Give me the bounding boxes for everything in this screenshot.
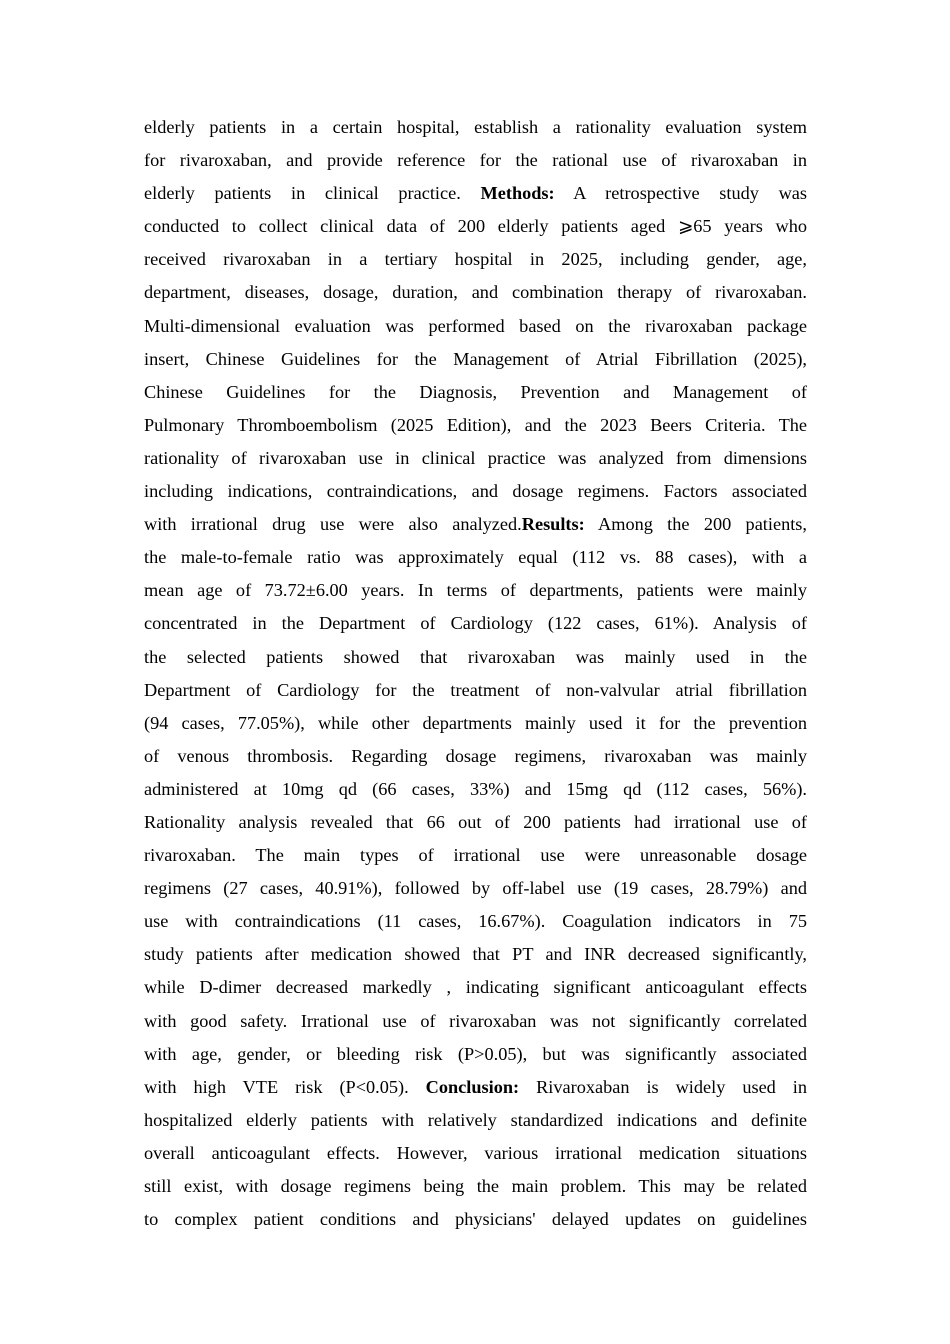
- text-segment: Chinese Guidelines for the Diagnosis, Prevention and Management of: [144, 381, 807, 402]
- text-line: [144, 111, 807, 144]
- text-line: [144, 1137, 807, 1170]
- text-line: [144, 839, 807, 872]
- text-segment: the male-to-female ratio was approximately equal (112 vs. 88 cases), with a: [144, 547, 807, 568]
- text-segment: concentrated in the Department of Cardiology (122 cases, 61%). Analysis of: [144, 613, 807, 634]
- text-segment: elderly patients in a certain hospital, establish a rationality evaluation system: [144, 117, 807, 137]
- text-line: [144, 210, 807, 243]
- text-segment: hospitalized elderly patients with relatively standardized indications and definite: [144, 1109, 807, 1130]
- text-segment: rationality of rivaroxaban use in clinical practice was analyzed from dimensions: [144, 447, 807, 468]
- text-segment: mean age of 73.72±6.00 years. In terms of departments, patients were mainly: [144, 580, 807, 601]
- text-segment: rivaroxaban. The main types of irrational use were unreasonable dosage: [144, 845, 807, 866]
- text-line: [144, 310, 807, 343]
- text-line: [144, 574, 807, 607]
- text-segment: use with contraindications (11 cases, 16.67%). Coagulation indicators in 75: [144, 911, 807, 932]
- text-line: [144, 243, 807, 276]
- text-segment: with good safety. Irrational use of rivaroxaban was not significantly correlated: [144, 1010, 807, 1031]
- text-line: [144, 541, 807, 574]
- text-segment: A retrospective study was: [554, 183, 807, 204]
- text-segment: (94 cases, 77.05%), while other departments mainly used it for the prevention: [144, 712, 807, 733]
- text-segment: still exist, with dosage regimens being the main problem. This may be related: [144, 1176, 807, 1196]
- text-segment: Pulmonary Thromboembolism (2025 Edition), and the 2023 Beers Criteria. The: [144, 414, 807, 435]
- text-line: [144, 276, 807, 309]
- text-segment: department, diseases, dosage, duration, and combination therapy of rivaroxaban.: [144, 282, 807, 303]
- text-line: [144, 740, 807, 773]
- text-segment: Multi-dimensional evaluation was performed based on the rivaroxaban package: [144, 315, 807, 336]
- text-segment: regimens (27 cases, 40.91%), followed by off-label use (19 cases, 28.79%) and: [144, 878, 807, 899]
- text-line: [144, 674, 807, 707]
- text-line: [144, 442, 807, 475]
- text-line: [144, 641, 807, 674]
- text-line: [144, 607, 807, 640]
- text-segment: Rationality analysis revealed that 66 out of 200 patients had irrational use of: [144, 811, 807, 832]
- text-line: [144, 1104, 807, 1137]
- text-segment: study patients after medication showed that PT and INR decreased significantly,: [144, 944, 807, 965]
- text-segment: of venous thrombosis. Regarding dosage regimens, rivaroxaban was mainly: [144, 745, 807, 766]
- text-segment: administered at 10mg qd (66 cases, 33%) and 15mg qd (112 cases, 56%).: [144, 778, 807, 799]
- text-line: [144, 475, 807, 508]
- text-line: [144, 971, 807, 1004]
- text-line: [144, 707, 807, 740]
- text-line: [144, 1170, 807, 1203]
- text-segment: conducted to collect clinical data of 200 elderly patients aged ⩾65 years who: [144, 216, 807, 237]
- text-segment: the selected patients showed that rivaroxaban was mainly used in the: [144, 646, 807, 667]
- text-line: [144, 343, 807, 376]
- abstract-text: [144, 111, 807, 1236]
- text-line: [144, 938, 807, 971]
- text-line: [144, 376, 807, 409]
- text-segment: for rivaroxaban, and provide reference for the rational use of rivaroxaban in: [144, 150, 807, 171]
- text-line: [144, 1038, 807, 1071]
- text-segment: Rivaroxaban is widely used in: [519, 1076, 808, 1097]
- text-line: [144, 806, 807, 839]
- text-line: [144, 905, 807, 938]
- text-line: [144, 177, 807, 210]
- text-line: [144, 1005, 807, 1038]
- text-segment: Among the 200 patients,: [584, 514, 807, 535]
- text-line: [144, 508, 807, 541]
- text-line: [144, 872, 807, 905]
- text-line: [144, 773, 807, 806]
- text-segment: with irrational drug use were also analyzed.: [144, 514, 522, 535]
- text-segment: while D-dimer decreased markedly , indicating significant anticoagulant effects: [144, 977, 807, 998]
- text-segment: insert, Chinese Guidelines for the Management of Atrial Fibrillation (2025),: [144, 348, 807, 369]
- text-line: [144, 409, 807, 442]
- text-line: [144, 1203, 807, 1236]
- text-segment: overall anticoagulant effects. However, various irrational medication situations: [144, 1142, 807, 1163]
- text-segment: including indications, contraindications, and dosage regimens. Factors associated: [144, 481, 807, 502]
- text-segment: with age, gender, or bleeding risk (P>0.05), but was significantly associated: [144, 1043, 807, 1064]
- text-segment: to complex patient conditions and physicians' delayed updates on guidelines: [144, 1209, 807, 1230]
- text-segment: Department of Cardiology for the treatment of non-valvular atrial fibrillation: [144, 679, 807, 700]
- text-line: [144, 144, 807, 177]
- section-heading: Methods:: [480, 183, 555, 204]
- text-segment: elderly patients in clinical practice.: [144, 183, 481, 204]
- text-segment: received rivaroxaban in a tertiary hospital in 2025, including gender, age,: [144, 249, 807, 270]
- text-line: [144, 1071, 807, 1104]
- text-segment: with high VTE risk (P<0.05).: [144, 1076, 426, 1097]
- section-heading: Conclusion:: [425, 1076, 520, 1097]
- section-heading: Results:: [521, 514, 585, 535]
